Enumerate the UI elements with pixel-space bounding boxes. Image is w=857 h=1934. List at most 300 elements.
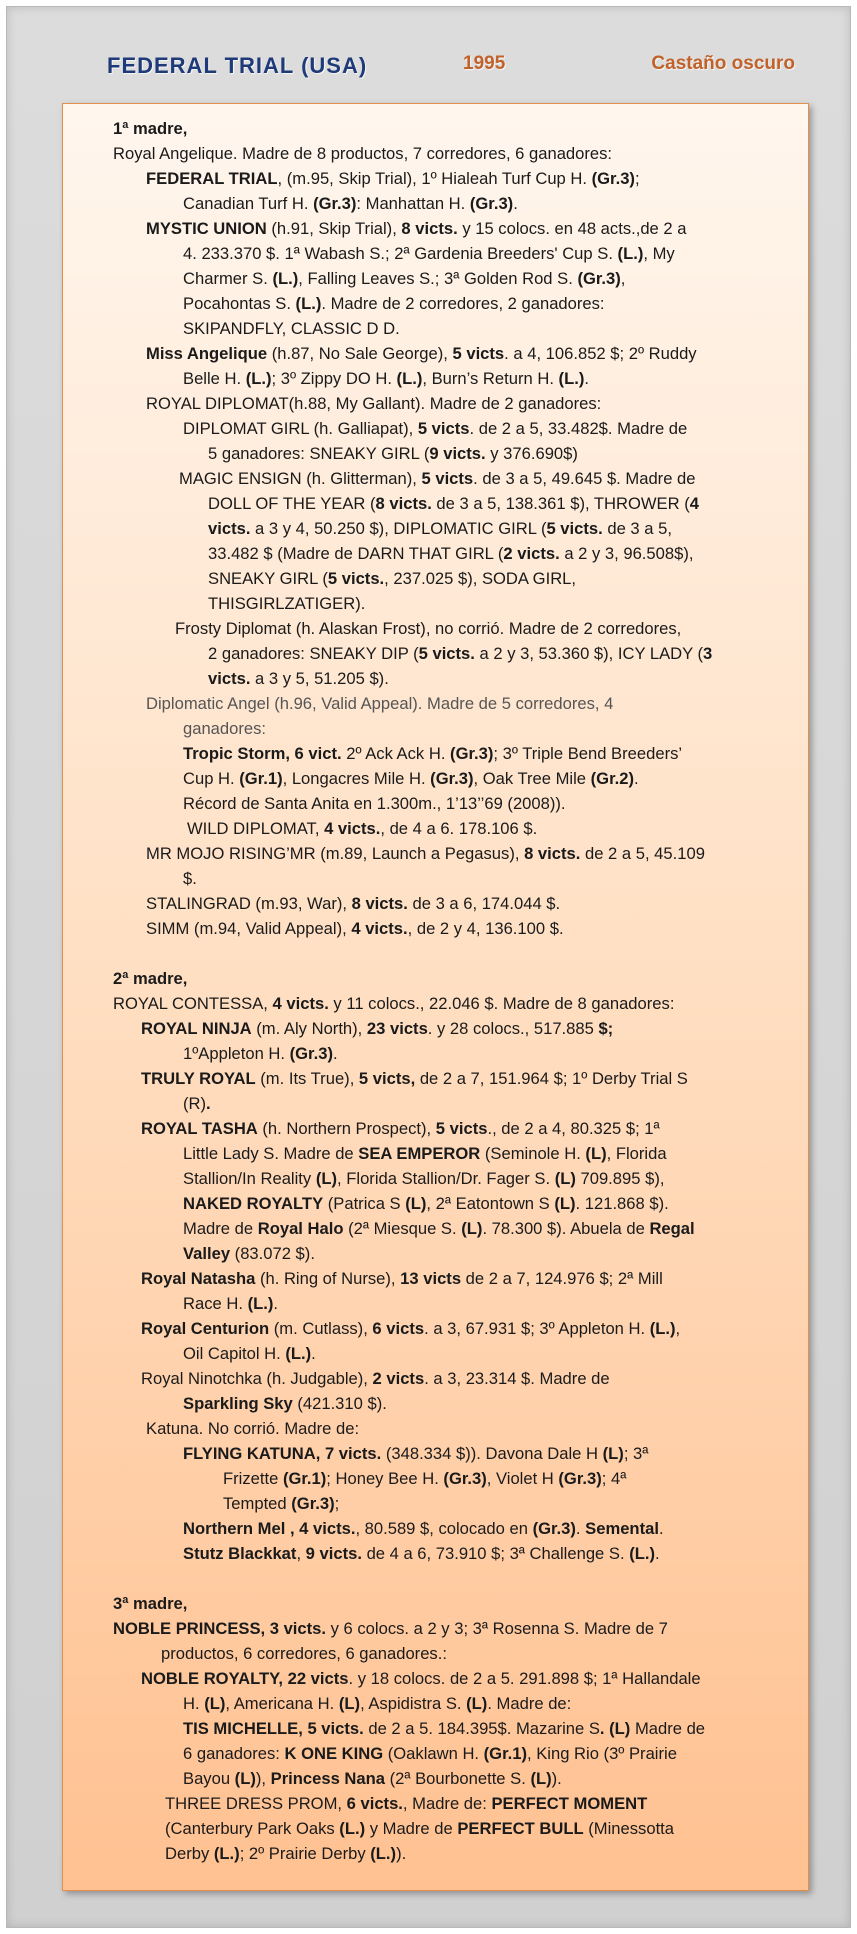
text-run: ROYAL DIPLOMAT(h.88, My Gallant). Madre de 2 ganadores:: [146, 394, 602, 413]
text-line: [113, 266, 773, 291]
text-run: ;: [334, 1494, 340, 1513]
text-run: , 237.025 $), SODA GIRL,: [384, 569, 577, 588]
text-run: Oil Capitol H.: [183, 1344, 286, 1363]
text-run: de 2 a 7, 151.964 $; 1º Derby Trial S: [415, 1069, 688, 1088]
text-line: [113, 1216, 773, 1241]
text-run: $.: [183, 869, 197, 888]
bold-run: PERFECT BULL: [457, 1819, 584, 1838]
text-run: Madre de: [183, 1219, 258, 1238]
bold-run: (L.): [245, 369, 272, 388]
text-run: ; 2º Prairie Derby: [239, 1844, 371, 1863]
text-run: . y 28 colocs., 517.885: [427, 1019, 599, 1038]
text-line: [113, 691, 773, 716]
text-run: ),: [255, 1769, 271, 1788]
text-run: (h. Ring of Nurse),: [255, 1269, 401, 1288]
bold-run: victs.: [208, 669, 251, 688]
text-run: , 2ª Eatontown S: [426, 1194, 555, 1213]
bold-run: 5 victs: [452, 344, 505, 363]
text-run: ,: [675, 1319, 681, 1338]
text-run: , Aspidistra S.: [360, 1694, 467, 1713]
bold-run: Northern Mel , 4 victs.: [183, 1519, 356, 1538]
bold-run: 4 victs.: [324, 819, 381, 838]
bold-run: (L): [554, 1169, 576, 1188]
text-run: ; 4ª: [601, 1469, 627, 1488]
text-run: , Florida Stallion/Dr. Fager S.: [337, 1169, 555, 1188]
section-gap: [113, 1566, 773, 1591]
bold-run: 5 victs,: [358, 1069, 416, 1088]
text-line: [113, 1016, 773, 1041]
text-run: Derby: [165, 1844, 214, 1863]
bold-run: (L): [315, 1169, 338, 1188]
text-run: Frizette: [223, 1469, 283, 1488]
text-run: (m. Aly North),: [251, 1019, 367, 1038]
bold-run: Valley: [183, 1244, 231, 1263]
bold-run: 5 victs.: [546, 519, 603, 538]
text-run: . 78.300 $). Abuela de: [482, 1219, 650, 1238]
text-run: , de 2 y 4, 136.100 $.: [407, 919, 564, 938]
bold-run: (Gr.3): [430, 769, 474, 788]
bold-run: victs.: [208, 519, 251, 538]
bold-run: (L.): [272, 269, 299, 288]
text-run: . y 18 colocs. de 2 a 5. 291.898 $; 1ª Hallandale: [348, 1669, 701, 1688]
text-line: [113, 866, 773, 891]
bold-run: 1ª madre,: [113, 119, 188, 138]
text-run: ROYAL CONTESSA,: [113, 994, 273, 1013]
text-line: [113, 916, 773, 941]
text-run: , (m.95, Skip Trial), 1º Hialeah Turf Cup H.: [277, 169, 592, 188]
bold-run: $;: [598, 1019, 614, 1038]
text-line: [113, 366, 773, 391]
bold-run: 3: [703, 644, 713, 663]
text-line: [113, 1791, 773, 1816]
text-line: [113, 1316, 773, 1341]
header: [107, 45, 807, 85]
text-line: [113, 1591, 773, 1616]
bold-run: 23 victs: [366, 1019, 428, 1038]
bold-run: 2ª madre,: [113, 969, 188, 988]
bold-run: (L.): [247, 1294, 274, 1313]
text-line: [113, 116, 773, 141]
text-run: de 2 a 5. 184.395$. Mazarine S: [363, 1719, 600, 1738]
text-line: [113, 1166, 773, 1191]
bold-run: .: [206, 1094, 211, 1113]
text-run: Charmer S.: [183, 269, 273, 288]
text-run: Récord de Santa Anita en 1.300m., 1’13’’69 (2008)).: [183, 794, 566, 813]
text-run: y 15 colocs. en 48 acts.,de 2 a: [457, 219, 687, 238]
bold-run: 5 victs: [435, 1119, 488, 1138]
text-run: y 11 colocs., 22.046 $. Madre de 8 ganadores:: [328, 994, 675, 1013]
text-run: SIMM (m.94, Valid Appeal),: [146, 919, 352, 938]
text-run: .: [633, 769, 639, 788]
text-run: (348.334 $)). Davona Dale H: [381, 1444, 603, 1463]
text-line: [113, 1666, 773, 1691]
text-run: ., de 2 a 4, 80.325 $; 1ª: [487, 1119, 660, 1138]
text-line: [113, 416, 773, 441]
bold-run: 2 victs.: [503, 544, 560, 563]
text-line: [113, 241, 773, 266]
bold-run: NOBLE PRINCESS, 3 victs.: [113, 1619, 327, 1638]
text-run: 4. 233.370 $. 1ª Wabash S.; 2ª Gardenia Breeders' Cup S.: [183, 244, 618, 263]
text-line: [113, 591, 773, 616]
text-run: Stallion/In Reality: [183, 1169, 316, 1188]
bold-run: (L): [204, 1694, 226, 1713]
text-run: Canadian Turf H.: [183, 194, 314, 213]
bold-run: 4: [689, 494, 699, 513]
text-run: . Madre de:: [487, 1694, 572, 1713]
text-run: .: [273, 1294, 278, 1313]
text-run: Katuna. No corrió. Madre de:: [146, 1419, 360, 1438]
text-run: Race H.: [183, 1294, 248, 1313]
text-run: , Florida: [606, 1144, 667, 1163]
text-run: . a 3, 23.314 $. Madre de: [424, 1369, 610, 1388]
text-run: ).: [396, 1844, 407, 1863]
text-run: STALINGRAD (m.93, War),: [146, 894, 352, 913]
text-line: [113, 816, 773, 841]
text-line: [113, 841, 773, 866]
text-line: [113, 1266, 773, 1291]
pedigree-text: [113, 116, 773, 1866]
text-run: Cup H.: [183, 769, 240, 788]
bold-run: (L.): [558, 369, 585, 388]
text-line: [113, 991, 773, 1016]
text-line: [113, 1716, 773, 1741]
bold-run: 9 victs.: [305, 1544, 362, 1563]
text-run: Pocahontas S.: [183, 294, 296, 313]
text-run: (Oaklawn H.: [383, 1744, 484, 1763]
text-run: , de 4 a 6. 178.106 $.: [380, 819, 538, 838]
bold-run: NAKED ROYALTY: [183, 1194, 324, 1213]
text-run: ; Honey Bee H.: [326, 1469, 444, 1488]
bold-run: (L.): [339, 1819, 366, 1838]
text-line: [113, 1116, 773, 1141]
text-line: [113, 166, 773, 191]
bold-run: 8 victs.: [401, 219, 458, 238]
text-run: 2 ganadores: SNEAKY DIP (: [208, 644, 419, 663]
bold-run: (L): [234, 1769, 256, 1788]
text-line: [113, 316, 773, 341]
text-line: [113, 1041, 773, 1066]
text-run: de 4 a 6, 73.910 $; 3ª Challenge S.: [361, 1544, 630, 1563]
text-line: [113, 1341, 773, 1366]
text-run: (2ª Miesque S.: [343, 1219, 462, 1238]
text-run: DIPLOMAT GIRL (h. Galliapat),: [183, 419, 418, 438]
bold-run: 8 victs.: [524, 844, 581, 863]
text-run: 6 ganadores:: [183, 1744, 285, 1763]
text-line: [113, 1766, 773, 1791]
bold-run: (L.): [295, 294, 322, 313]
bold-run: (L): [554, 1194, 576, 1213]
bold-run: Miss Angelique: [146, 344, 268, 363]
text-run: ;: [634, 169, 640, 188]
pedigree-panel: [62, 103, 809, 1891]
text-line: [113, 766, 773, 791]
text-run: . de 2 a 5, 33.482$. Madre de: [469, 419, 688, 438]
bold-run: (L): [338, 1694, 361, 1713]
bold-run: (L.): [629, 1544, 655, 1563]
text-line: [113, 491, 773, 516]
bold-run: 6 victs.: [346, 1794, 403, 1813]
bold-run: (L): [466, 1694, 488, 1713]
text-run: Frosty Diplomat (h. Alaskan Frost), no corrió. Madre de 2 corredores,: [175, 619, 682, 638]
bold-run: 9 victs.: [429, 444, 486, 463]
text-run: MAGIC ENSIGN (h. Glitterman),: [179, 469, 422, 488]
text-run: (83.072 $).: [230, 1244, 315, 1263]
horse-name-title: FEDERAL TRIAL (USA): [107, 53, 368, 78]
text-run: .: [311, 1344, 316, 1363]
text-run: ,: [296, 1544, 306, 1563]
bold-run: 4 victs.: [272, 994, 329, 1013]
text-line: [113, 566, 773, 591]
text-run: a 2 y 3, 53.360 $), ICY LADY (: [474, 644, 704, 663]
text-run: (2ª Bourbonette S.: [385, 1769, 531, 1788]
text-run: de 3 a 5, 138.361 $), THROWER (: [431, 494, 690, 513]
text-run: Royal Angelique. Madre de 8 productos, 7 corredores, 6 ganadores:: [113, 144, 613, 163]
text-run: , 80.589 $, colocado en: [355, 1519, 533, 1538]
text-line: [113, 1466, 773, 1491]
text-run: Belle H.: [183, 369, 246, 388]
text-run: (h.87, No Sale George),: [267, 344, 453, 363]
bold-run: (Gr.1): [282, 1469, 327, 1488]
bold-run: 3ª madre,: [113, 1594, 188, 1613]
bold-run: ROYAL TASHA: [141, 1119, 258, 1138]
bold-run: 6 victs: [372, 1319, 425, 1338]
text-run: a 3 y 5, 51.205 $).: [250, 669, 389, 688]
text-run: de 2 a 5, 45.109: [580, 844, 705, 863]
bold-run: (Gr.3): [443, 1469, 487, 1488]
text-run: WILD DIPLOMAT,: [187, 819, 325, 838]
bold-run: (Gr.3): [532, 1519, 576, 1538]
text-run: Madre de: [630, 1719, 706, 1738]
text-run: (Patrica S: [323, 1194, 406, 1213]
bold-run: (Gr.3): [313, 194, 357, 213]
text-line: [113, 641, 773, 666]
text-line: [113, 1141, 773, 1166]
bold-run: 5 victs.: [327, 569, 385, 588]
text-line: [113, 341, 773, 366]
bold-run: TIS MICHELLE, 5 victs.: [183, 1719, 364, 1738]
bold-run: (Gr.3): [591, 169, 635, 188]
text-run: , Madre de:: [402, 1794, 492, 1813]
text-line: [113, 441, 773, 466]
bold-run: Tropic Storm, 6 vict.: [183, 744, 342, 763]
bold-run: (L): [602, 1444, 624, 1463]
text-line: [113, 1291, 773, 1316]
text-run: .: [655, 1544, 660, 1563]
text-run: THISGIRLZATIGER).: [208, 594, 366, 613]
text-line: [113, 1516, 773, 1541]
bold-run: 8 victs.: [375, 494, 432, 513]
text-run: SKIPANDFLY, CLASSIC D D.: [183, 319, 400, 338]
bold-run: Royal Halo: [257, 1219, 344, 1238]
bold-run: (Gr.3): [450, 744, 494, 763]
text-run: .: [332, 1044, 338, 1063]
text-line: [113, 666, 773, 691]
text-line: [113, 466, 773, 491]
bold-run: 5 victs: [417, 419, 470, 438]
text-run: ; 3º Zippy DO H.: [271, 369, 397, 388]
text-run: 5 ganadores: SNEAKY GIRL (: [208, 444, 430, 463]
text-run: Diplomatic Angel (h.96, Valid Appeal). Madre de 5 corredores, 4: [146, 694, 614, 713]
bold-run: (Gr.3): [289, 1044, 333, 1063]
text-line: [113, 1441, 773, 1466]
bold-run: 2 victs: [372, 1369, 425, 1388]
text-run: y 376.690$): [485, 444, 578, 463]
text-run: , Oak Tree Mile: [473, 769, 591, 788]
bold-run: (L): [585, 1144, 607, 1163]
text-line: [113, 1816, 773, 1841]
text-run: (421.310 $).: [292, 1394, 387, 1413]
bold-run: (Gr.3): [558, 1469, 602, 1488]
text-line: [113, 1366, 773, 1391]
text-run: ganadores:: [183, 719, 267, 738]
text-line: [113, 1191, 773, 1216]
bold-run: 5 victs.: [418, 644, 475, 663]
text-run: . a 4, 106.852 $; 2º Ruddy: [504, 344, 697, 363]
text-line: [113, 291, 773, 316]
bold-run: 8 victs.: [351, 894, 408, 913]
text-run: .: [584, 369, 589, 388]
text-line: [113, 541, 773, 566]
bold-run: (Gr.2): [590, 769, 634, 788]
text-run: a 2 y 3, 96.508$),: [559, 544, 694, 563]
bold-run: . (L): [599, 1719, 631, 1738]
text-line: [113, 1841, 773, 1866]
text-line: [113, 1741, 773, 1766]
text-run: ; 3ª: [623, 1444, 649, 1463]
bold-run: Royal Natasha: [141, 1269, 256, 1288]
bold-run: (Gr.1): [239, 769, 283, 788]
bold-run: FLYING KATUNA, 7 victs.: [183, 1444, 382, 1463]
text-run: 33.482 $ (Madre de DARN THAT GIRL (: [208, 544, 504, 563]
text-run: y 6 colocs. a 2 y 3; 3ª Rosenna S. Madre de 7: [326, 1619, 668, 1638]
text-run: DOLL OF THE YEAR (: [208, 494, 376, 513]
text-line: [113, 141, 773, 166]
text-line: [113, 716, 773, 741]
text-run: : Manhattan H.: [356, 194, 470, 213]
text-run: , My: [643, 244, 675, 263]
text-run: SNEAKY GIRL (: [208, 569, 328, 588]
bold-run: NOBLE ROYALTY, 22 victs: [141, 1669, 349, 1688]
document-frame: [6, 6, 851, 1928]
text-run: . de 3 a 5, 49.645 $. Madre de: [473, 469, 696, 488]
text-run: (Minessotta: [583, 1819, 675, 1838]
text-run: y Madre de: [365, 1819, 458, 1838]
text-line: [113, 966, 773, 991]
text-run: , Falling Leaves S.; 3ª Golden Rod S.: [298, 269, 578, 288]
bold-run: (L.): [396, 369, 423, 388]
bold-run: (L): [461, 1219, 483, 1238]
text-run: . a 3, 67.931 $; 3º Appleton H.: [424, 1319, 650, 1338]
bold-run: (Gr.3): [577, 269, 621, 288]
bold-run: Princess Nana: [270, 1769, 385, 1788]
bold-run: MYSTIC UNION: [146, 219, 267, 238]
text-line: [113, 1691, 773, 1716]
text-run: de 2 a 7, 124.976 $; 2ª Mill: [461, 1269, 663, 1288]
text-run: THREE DRESS PROM,: [165, 1794, 347, 1813]
text-run: . 121.868 $).: [575, 1194, 669, 1213]
bold-run: Sparkling Sky: [183, 1394, 293, 1413]
bold-run: 13 victs: [400, 1269, 462, 1288]
bold-run: PERFECT MOMENT: [491, 1794, 648, 1813]
bold-run: (Gr.3): [291, 1494, 335, 1513]
bold-run: Regal: [649, 1219, 695, 1238]
bold-run: TRULY ROYAL: [141, 1069, 256, 1088]
text-run: ; 3º Triple Bend Breeders’: [493, 744, 683, 763]
text-line: [113, 1491, 773, 1516]
text-run: (Seminole H.: [480, 1144, 586, 1163]
text-run: 709.895 $),: [575, 1169, 665, 1188]
bold-run: 5 victs: [421, 469, 474, 488]
text-run: (R): [183, 1094, 207, 1113]
text-run: Royal Ninotchka (h. Judgable),: [141, 1369, 373, 1388]
text-line: [113, 616, 773, 641]
text-line: [113, 516, 773, 541]
bold-run: (L.): [370, 1844, 397, 1863]
text-line: [113, 1391, 773, 1416]
text-run: , Longacres Mile H.: [282, 769, 431, 788]
bold-run: (L.): [649, 1319, 676, 1338]
bold-run: ROYAL NINJA: [141, 1019, 252, 1038]
section-gap: [113, 941, 773, 966]
bold-run: (L.): [285, 1344, 312, 1363]
text-run: MR MOJO RISING’MR (m.89, Launch a Pegasus),: [146, 844, 525, 863]
text-run: .: [513, 194, 518, 213]
text-line: [113, 1541, 773, 1566]
text-line: [113, 1616, 773, 1641]
bold-run: SEA EMPEROR: [358, 1144, 481, 1163]
bold-run: Stutz Blackkat: [183, 1544, 297, 1563]
text-run: ,: [620, 269, 626, 288]
text-line: [113, 216, 773, 241]
text-run: (Canterbury Park Oaks: [165, 1819, 340, 1838]
text-run: , Americana H.: [225, 1694, 339, 1713]
text-line: [113, 891, 773, 916]
bold-run: (L): [405, 1194, 427, 1213]
text-run: ).: [551, 1769, 562, 1788]
text-line: [113, 1091, 773, 1116]
bold-run: (Gr.1): [483, 1744, 527, 1763]
text-run: (m. Cutlass),: [269, 1319, 373, 1338]
text-line: [113, 1416, 773, 1441]
bold-run: (L): [530, 1769, 552, 1788]
text-run: (h.91, Skip Trial),: [266, 219, 402, 238]
text-line: [113, 1066, 773, 1091]
text-run: (m. Its True),: [255, 1069, 359, 1088]
text-line: [113, 191, 773, 216]
text-run: de 3 a 6, 174.044 $.: [407, 894, 561, 913]
text-line: [113, 1241, 773, 1266]
coat-color: Castaño oscuro: [651, 53, 795, 74]
text-run: Bayou: [183, 1769, 235, 1788]
text-run: .: [658, 1519, 664, 1538]
text-run: productos, 6 corredores, 6 ganadores.:: [161, 1644, 447, 1663]
text-run: , Burn’s Return H.: [422, 369, 559, 388]
text-line: [113, 791, 773, 816]
text-line: [113, 1641, 773, 1666]
text-run: , Violet H: [486, 1469, 559, 1488]
bold-run: K ONE KING: [284, 1744, 384, 1763]
text-run: 2º Ack Ack H.: [341, 744, 451, 763]
text-run: . Madre de 2 corredores, 2 ganadores:: [321, 294, 605, 313]
bold-run: (L.): [213, 1844, 240, 1863]
birth-year: 1995: [463, 53, 506, 74]
text-line: [113, 391, 773, 416]
text-run: de 3 a 5,: [602, 519, 672, 538]
text-run: 1ºAppleton H.: [183, 1044, 290, 1063]
text-run: Little Lady S. Madre de: [183, 1144, 359, 1163]
bold-run: (Gr.3): [469, 194, 514, 213]
text-run: (h. Northern Prospect),: [257, 1119, 436, 1138]
